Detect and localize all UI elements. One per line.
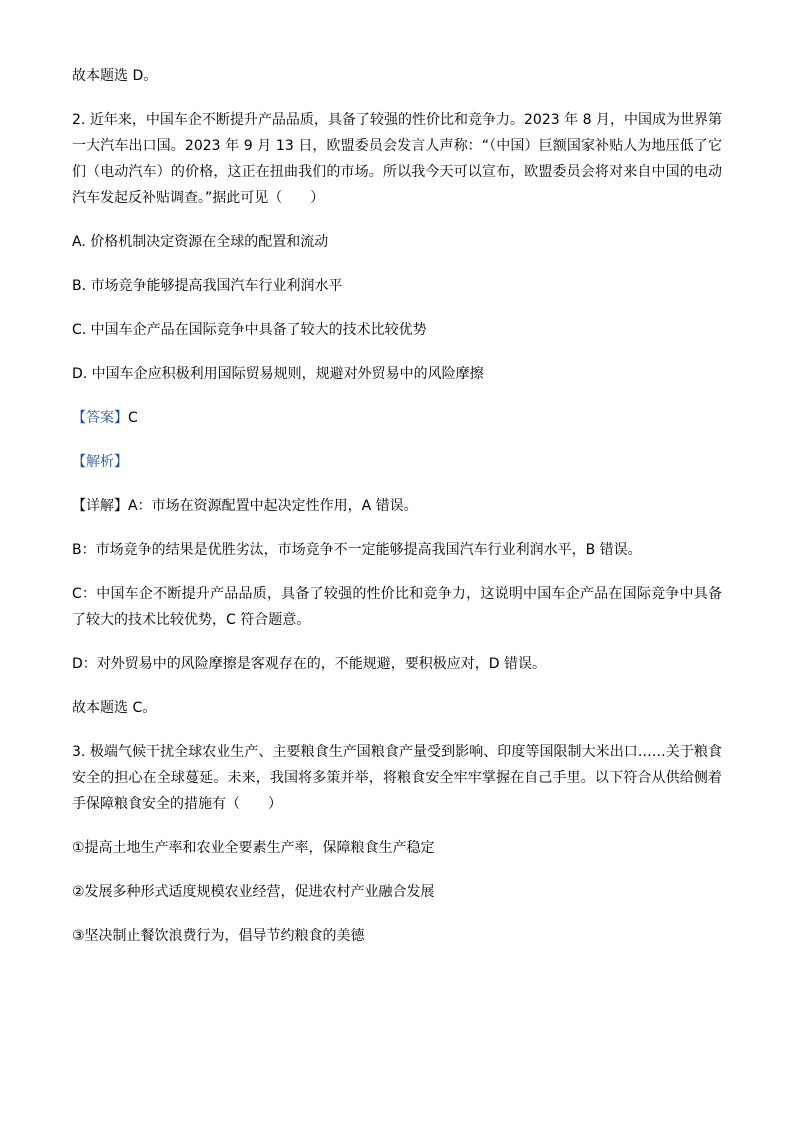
question-3-item-3: ③坚决制止餐饮浪费行为，倡导节约粮食的美德 bbox=[72, 928, 365, 944]
question-2-stem: 2. 近年来，中国车企不断提升产品品质，具备了较强的性价比和竞争力。2023 年 8 月，中国成为世界第一大汽车出口国。2023 年 9 月 13 日，欧盟委员会发言人声称：“（中国）巨额国家补贴人为地压低了它们（电动汽车）的价格，这正在扭曲我们的市场。所以我今天可以宣布，欧盟委员会将对来自中国的电动汽车发起反补贴调查。”据此可见（ ） bbox=[72, 112, 722, 206]
question-3-item-2: ②发展多种形式适度规模农业经营，促进农村产业融合发展 bbox=[72, 884, 435, 900]
detail-c: C：中国车企不断提升产品品质，具备了较强的性价比和竞争力，这说明中国车企产品在国际竞争中具备了较大的技术比较优势，C 符合题意。 bbox=[72, 586, 722, 628]
answer-tag: 【答案】 bbox=[72, 410, 128, 426]
question-2-option-c: C. 中国车企产品在国际竞争中具备了较大的技术比较优势 bbox=[72, 322, 427, 338]
question-2-option-d: D. 中国车企应积极利用国际贸易规则，规避对外贸易中的风险摩擦 bbox=[72, 366, 484, 382]
question-2-option-b: B. 市场竞争能够提高我国汽车行业利润水平 bbox=[72, 278, 343, 294]
question-2-option-a: A. 价格机制决定资源在全球的配置和流动 bbox=[72, 234, 329, 250]
document-page bbox=[72, 63, 722, 949]
question-2-conclusion: 故本题选 C。 bbox=[72, 700, 157, 716]
detail-tag: 【详解】 bbox=[72, 498, 128, 514]
question-3-stem: 3. 极端气候干扰全球农业生产、主要粮食生产国粮食产量受到影响、印度等国限制大米出口……关于粮食安全的担心在全球蔓延。未来，我国将多策并举，将粮食安全牢牢掌握在自己手里。以下符合从供给侧着手保障粮食安全的措施有（ ） bbox=[72, 744, 722, 812]
detail-a: A：市场在资源配置中起决定性作用，A 错误。 bbox=[128, 498, 418, 514]
detail-d: D：对外贸易中的风险摩擦是客观存在的，不能规避，要积极应对，D 错误。 bbox=[72, 656, 547, 672]
answer-value: C bbox=[128, 410, 138, 426]
question-3-item-1: ①提高土地生产率和农业全要素生产率，保障粮食生产稳定 bbox=[72, 840, 435, 856]
answer-line bbox=[72, 405, 722, 431]
detail-a-line bbox=[72, 493, 722, 519]
previous-conclusion: 故本题选 D。 bbox=[72, 68, 158, 84]
detail-b: B：市场竞争的结果是优胜劣汰，市场竞争不一定能够提高我国汽车行业利润水平，B 错误。 bbox=[72, 542, 642, 558]
analysis-tag: 【解析】 bbox=[72, 454, 128, 470]
